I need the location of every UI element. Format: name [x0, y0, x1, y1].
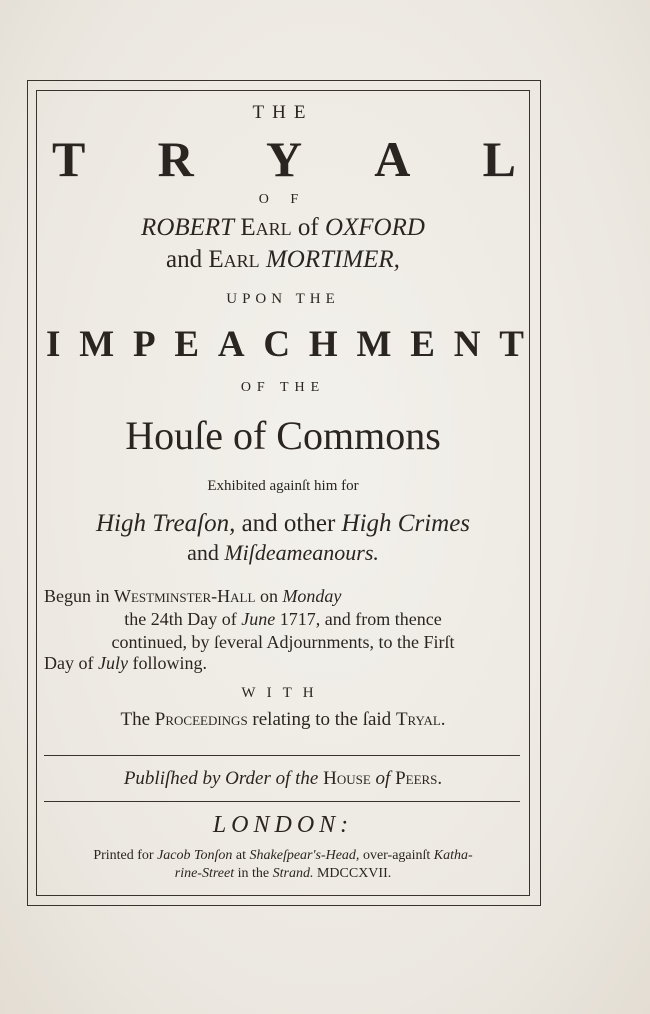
tryal-letter: T	[52, 131, 86, 187]
on-word: on	[259, 586, 278, 606]
earl-mortimer-line	[40, 246, 526, 274]
mortimer-word: MORTIMER,	[265, 246, 400, 273]
printed-for-words: Printed for	[93, 848, 154, 863]
the-word: The	[120, 709, 151, 730]
robert-name: ROBERT	[141, 214, 235, 241]
day-of-words: Day of	[44, 653, 94, 673]
begun-line	[40, 586, 526, 607]
london-imprint: LONDON:	[212, 812, 354, 838]
impeachment-letter: E	[174, 324, 200, 365]
misdemeanours-line	[40, 540, 526, 566]
and-word: and	[187, 540, 219, 565]
tryal-letter: R	[157, 131, 194, 187]
horizontal-rule	[44, 801, 520, 802]
oxford-word: OXFORD	[324, 214, 425, 241]
over-against-word: over-againſt	[362, 848, 431, 863]
and-other-words: and other	[241, 510, 336, 537]
of-word: of	[297, 214, 319, 241]
horizontal-rule	[44, 755, 520, 756]
proceedings-word: Proceedings	[154, 709, 248, 730]
printer-line-2	[40, 866, 526, 882]
impeachment-letter: M	[79, 324, 115, 365]
printer-line-1	[40, 848, 526, 864]
heading-the: THE	[252, 102, 314, 123]
impeachment-heading	[40, 323, 526, 366]
house-of-commons-heading: Houſe of Commons	[125, 413, 441, 458]
robert-earl-of-oxford-line	[40, 214, 526, 242]
tryal-word: Tryal.	[395, 709, 446, 730]
continued-line: continued, by ſeveral Adjournments, to the Firſt	[111, 632, 455, 652]
of-line: O F	[258, 192, 308, 207]
following-word: following.	[132, 653, 207, 673]
tryal-letter: L	[482, 131, 516, 187]
publication-date: MDCCXVII.	[316, 866, 392, 881]
rine-street-word: rine-Street	[174, 866, 235, 881]
shop-sign: Shakeſpear's-Head,	[249, 848, 360, 863]
of-the-line: OF THE	[240, 380, 326, 395]
monday-word: Monday	[282, 586, 342, 606]
published-line	[40, 768, 526, 790]
impeachment-letter: N	[453, 324, 481, 365]
high-treason-line	[40, 510, 526, 538]
exhibited-line: Exhibited againſt him for	[207, 478, 359, 494]
with-line: WITH	[241, 685, 325, 701]
in-the-words: in the	[237, 866, 270, 881]
tryal-letter: Y	[265, 131, 303, 187]
june-word: June	[241, 609, 276, 629]
tryal-letter: A	[374, 131, 411, 187]
high-treason-words: High Treaſon,	[95, 510, 236, 537]
impeachment-letter: A	[217, 324, 245, 365]
proceedings-line	[40, 709, 526, 731]
and-word: and	[166, 246, 203, 273]
begun-words: Begun in	[44, 586, 110, 606]
date-line	[40, 609, 526, 630]
of-word: of	[375, 768, 391, 789]
house-word: House	[323, 768, 371, 789]
july-line	[40, 653, 526, 674]
impeachment-letter: E	[410, 324, 435, 365]
impeachment-letter: M	[356, 324, 392, 365]
at-word: at	[235, 848, 247, 863]
published-words: Publiſhed by Order of the	[123, 768, 319, 789]
impeachment-letter: H	[308, 324, 338, 365]
katha-word: Katha-	[433, 848, 473, 863]
july-word: July	[97, 653, 128, 673]
misdemeanours-word: Miſdeameanours.	[224, 540, 379, 565]
impeachment-letter: C	[263, 324, 291, 365]
impeachment-letter: I	[46, 324, 61, 365]
peers-word: Peers.	[395, 768, 443, 789]
high-crimes-words: High Crimes	[341, 510, 471, 537]
westminster-hall-words: Westminster-Hall	[114, 586, 256, 606]
earl-word: Earl	[208, 246, 260, 273]
relating-words: relating to the ſaid	[252, 709, 392, 730]
upon-the-line: UPON THE	[226, 291, 340, 307]
impeachment-letter: P	[132, 324, 156, 365]
earl-word: Earl	[240, 214, 292, 241]
strand-word: Strand.	[272, 866, 314, 881]
heading-tryal	[40, 130, 526, 188]
year-words: 1717, and from thence	[279, 609, 442, 629]
impeachment-letter: T	[499, 324, 524, 365]
printer-name: Jacob Tonſon	[157, 848, 233, 863]
day-words: the 24th Day of	[124, 609, 237, 629]
